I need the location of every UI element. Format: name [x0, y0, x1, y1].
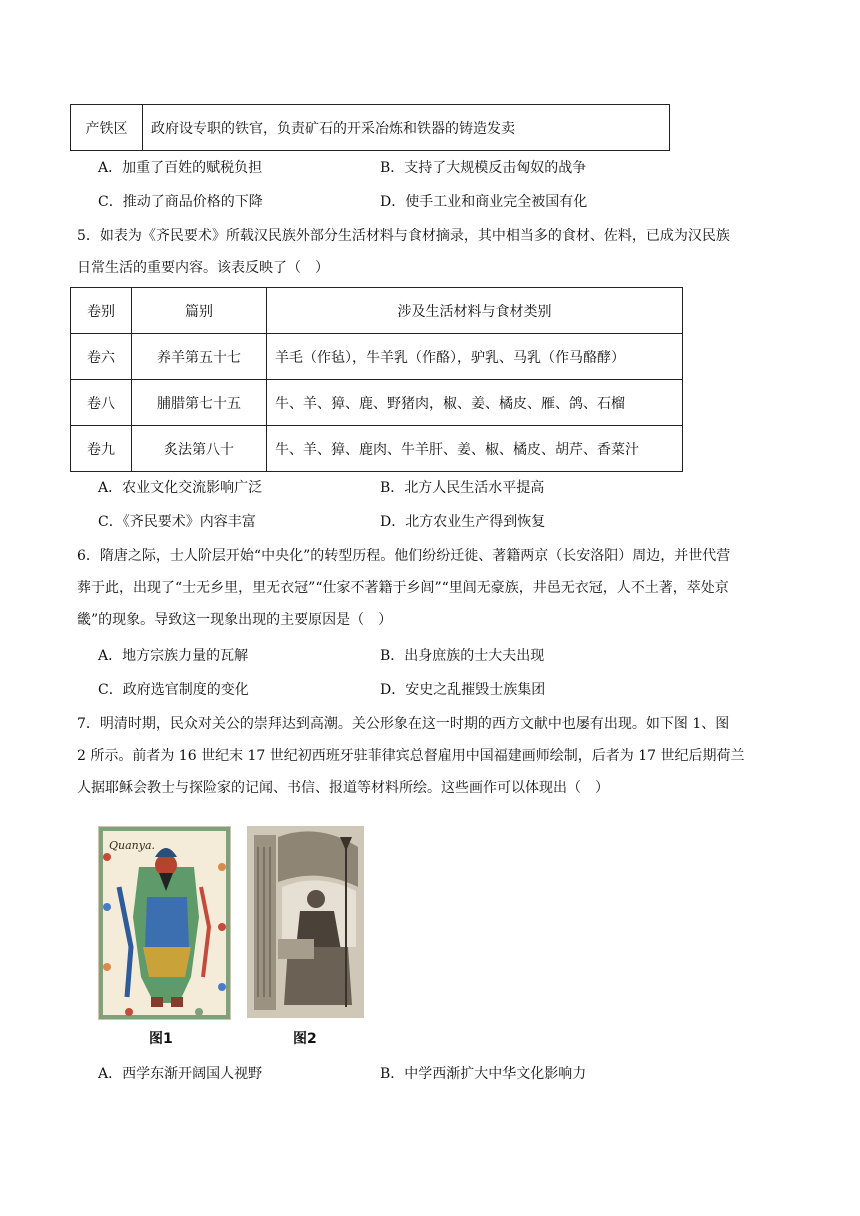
table-cell: 卷八: [71, 380, 132, 426]
q6-option-d: D．安史之乱摧毁士族集团: [380, 682, 546, 698]
figure-1-illustration: [99, 827, 230, 1019]
figure-2-illustration: [248, 827, 363, 1017]
figure-1-guan-yu: [119, 848, 209, 1007]
table-cell: 炙法第八十: [132, 426, 267, 472]
q7-stem-line1: 7．明清时期，民众对关公的崇拜达到高潮。关公形象在这一时期的西方文献中也屡有出现。如下图 1、图: [77, 716, 730, 732]
q5-option-a: A．农业文化交流影响广泛: [98, 480, 263, 496]
figure-2-pillar: [254, 835, 276, 1010]
q6-option-c: C．政府选官制度的变化: [98, 682, 249, 698]
table-cell: 产铁区: [71, 105, 143, 151]
figure-1-painting: [98, 826, 231, 1020]
q6-option-a: A．地方宗族力量的瓦解: [98, 648, 249, 664]
q7-option-b: B．中学西渐扩大中华文化影响力: [380, 1066, 587, 1082]
table-cell: 政府设专职的铁官，负责矿石的开采冶炼和铁器的铸造发卖: [143, 105, 670, 151]
q4-option-c: C．推动了商品价格的下降: [98, 194, 263, 210]
table-cell: 脯腊第七十五: [132, 380, 267, 426]
table-cell: 牛、羊、獐、鹿、野猪肉，椒、姜、橘皮、雁、鸽、石榴: [267, 380, 683, 426]
table-cell: 卷九: [71, 426, 132, 472]
q5-option-d: D．北方农业生产得到恢复: [380, 514, 546, 530]
q5-table: [70, 287, 683, 472]
q4-table: [70, 104, 670, 151]
figure-1-inscription: Quanya.: [109, 839, 156, 852]
table-row: [71, 334, 683, 380]
table-row: [71, 380, 683, 426]
q5-stem-line1: 5．如表为《齐民要术》所载汉民族外部分生活材料与食材摘录，其中相当多的食材、佐料，已成为汉民族: [77, 228, 730, 244]
q4-option-d: D．使手工业和商业完全被国有化: [380, 194, 588, 210]
q4-option-a: A．加重了百姓的赋税负担: [98, 160, 263, 176]
q6-option-b: B．出身庶族的士大夫出现: [380, 648, 545, 664]
figure-2-engraving: [247, 826, 364, 1018]
table-header-row: [71, 288, 683, 334]
table-header-cell: 篇别: [132, 288, 267, 334]
q6-stem-line2: 葬于此，出现了“士无乡里，里无衣冠”“仕家不著籍于乡闾”“里闾无豪族，井邑无衣冠，人不土著，萃处京: [77, 580, 729, 596]
figure-2-caption: 图2: [293, 1031, 317, 1047]
table-header-cell: 卷别: [71, 288, 132, 334]
q6-stem-line3: 畿”的现象。导致这一现象出现的主要原因是（ ）: [77, 612, 393, 628]
q5-stem-line2: 日常生活的重要内容。该表反映了（ ）: [77, 260, 329, 276]
table-cell: 牛、羊、獐、鹿肉、牛羊肝、姜、椒、橘皮、胡芹、香菜汁: [267, 426, 683, 472]
q5-option-c: C．《齐民要术》内容丰富: [98, 514, 256, 530]
table-cell: 卷六: [71, 334, 132, 380]
q5-option-b: B．北方人民生活水平提高: [380, 480, 545, 496]
q7-option-a: A．西学东渐开阔国人视野: [98, 1066, 263, 1082]
table-cell: 羊毛（作毡），牛羊乳（作酪），驴乳、马乳（作马酪酵）: [267, 334, 683, 380]
table-cell: 养羊第五十七: [132, 334, 267, 380]
figure-1-caption: 图1: [149, 1031, 173, 1047]
table-row: [71, 105, 670, 151]
table-header-cell: 涉及生活材料与食材类别: [267, 288, 683, 334]
q7-stem-line2: 2 所示。前者为 16 世纪末 17 世纪初西班牙驻菲律宾总督雇用中国福建画师绘制，后者为 17 世纪后期荷兰: [77, 748, 745, 764]
table-row: [71, 426, 683, 472]
q4-option-b: B．支持了大规模反击匈奴的战争: [380, 160, 587, 176]
q6-stem-line1: 6．隋唐之际，士人阶层开始“中央化”的转型历程。他们纷纷迁徙、著籍两京（长安洛阳）周边，并世代营: [77, 548, 731, 564]
q7-stem-line3: 人据耶稣会教士与探险家的记闻、书信、报道等材料所绘。这些画作可以体现出（ ）: [77, 780, 609, 796]
